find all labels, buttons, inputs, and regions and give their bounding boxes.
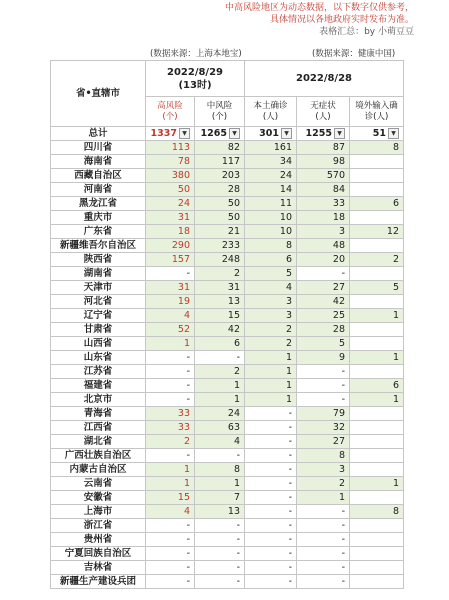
cell-mid: 28 bbox=[195, 183, 245, 197]
col-header-high-risk bbox=[146, 97, 195, 127]
cell-high: 50 bbox=[146, 183, 195, 197]
cell-asym: - bbox=[297, 505, 350, 519]
cell-high: - bbox=[146, 561, 195, 575]
cell-import: 1 bbox=[350, 393, 404, 407]
province-name: 重庆市 bbox=[51, 211, 146, 225]
cell-mid: 203 bbox=[195, 169, 245, 183]
cell-asym: 42 bbox=[297, 295, 350, 309]
cell-local: - bbox=[245, 477, 297, 491]
cell-high: 19 bbox=[146, 295, 195, 309]
province-name: 浙江省 bbox=[51, 519, 146, 533]
cell-mid: 2 bbox=[195, 365, 245, 379]
cell-mid: 13 bbox=[195, 505, 245, 519]
total-mid: 1265 bbox=[200, 128, 227, 139]
totals-row bbox=[51, 127, 404, 141]
cell-high: 4 bbox=[146, 505, 195, 519]
cell-local: 3 bbox=[245, 295, 297, 309]
cell-mid: - bbox=[195, 351, 245, 365]
source-left: (数据来源：上海本地宝) bbox=[150, 49, 242, 59]
cell-local: - bbox=[245, 435, 297, 449]
cell-local: - bbox=[245, 463, 297, 477]
table-row bbox=[51, 463, 404, 477]
cell-high: 380 bbox=[146, 169, 195, 183]
col-local-unit: (人) bbox=[262, 111, 279, 122]
province-name: 安徽省 bbox=[51, 491, 146, 505]
cell-high: 1 bbox=[146, 477, 195, 491]
cell-high: 33 bbox=[146, 421, 195, 435]
cell-high: 113 bbox=[146, 141, 195, 155]
cell-local: 3 bbox=[245, 309, 297, 323]
cell-asym: 8 bbox=[297, 449, 350, 463]
table-row bbox=[51, 169, 404, 183]
cell-import bbox=[350, 295, 404, 309]
cell-asym: 84 bbox=[297, 183, 350, 197]
table-row bbox=[51, 477, 404, 491]
cell-high: 24 bbox=[146, 197, 195, 211]
province-name: 新疆生产建设兵团 bbox=[51, 575, 146, 589]
cell-high: - bbox=[146, 379, 195, 393]
cell-import bbox=[350, 155, 404, 169]
disclaimer-line-1: 中高风险地区为动态数据，以下数字仅供参考， bbox=[224, 3, 414, 13]
province-name: 福建省 bbox=[51, 379, 146, 393]
total-asym: 1255 bbox=[305, 128, 332, 139]
table-row bbox=[51, 239, 404, 253]
cell-asym: 18 bbox=[297, 211, 350, 225]
author-credit: 表格汇总：by 小萌豆豆 bbox=[319, 27, 414, 37]
cell-local: 4 bbox=[245, 281, 297, 295]
cell-mid: 2 bbox=[195, 267, 245, 281]
col-header-asymptomatic bbox=[297, 97, 350, 127]
cell-high: 18 bbox=[146, 225, 195, 239]
province-name: 广东省 bbox=[51, 225, 146, 239]
date-header-left bbox=[146, 61, 245, 97]
disclaimer-line-2: 具体情况以各地政府实时发布为准。 bbox=[269, 15, 414, 25]
col-asym-unit: (人) bbox=[315, 111, 331, 122]
filter-dropdown-icon[interactable]: ▼ bbox=[388, 128, 399, 139]
cell-asym: - bbox=[297, 365, 350, 379]
cell-import bbox=[350, 211, 404, 225]
cell-import bbox=[350, 519, 404, 533]
table-row bbox=[51, 281, 404, 295]
cell-asym: - bbox=[297, 393, 350, 407]
cell-high: - bbox=[146, 365, 195, 379]
table-row bbox=[51, 295, 404, 309]
cell-local: 1 bbox=[245, 379, 297, 393]
table-row bbox=[51, 505, 404, 519]
cell-local: 2 bbox=[245, 323, 297, 337]
date-header-right bbox=[245, 61, 404, 97]
table-row bbox=[51, 547, 404, 561]
province-name: 河南省 bbox=[51, 183, 146, 197]
col-header-mid-risk bbox=[195, 97, 245, 127]
cell-local: 6 bbox=[245, 253, 297, 267]
cell-asym: - bbox=[297, 267, 350, 281]
cell-mid: 1 bbox=[195, 477, 245, 491]
table-row bbox=[51, 533, 404, 547]
cell-mid: 13 bbox=[195, 295, 245, 309]
cell-import: 6 bbox=[350, 197, 404, 211]
table-row bbox=[51, 365, 404, 379]
total-local-cell bbox=[245, 127, 297, 141]
cell-high: - bbox=[146, 393, 195, 407]
col-high-label: 高风险 bbox=[157, 100, 183, 111]
cell-high: 1 bbox=[146, 337, 195, 351]
province-name: 广西壮族自治区 bbox=[51, 449, 146, 463]
cell-local: 1 bbox=[245, 351, 297, 365]
table-row bbox=[51, 197, 404, 211]
province-name: 天津市 bbox=[51, 281, 146, 295]
cell-asym: 9 bbox=[297, 351, 350, 365]
cell-mid: 50 bbox=[195, 197, 245, 211]
cell-import: 6 bbox=[350, 379, 404, 393]
disclaimer-note bbox=[225, 2, 414, 38]
cell-import: 12 bbox=[350, 225, 404, 239]
province-name: 青海省 bbox=[51, 407, 146, 421]
cell-import bbox=[350, 239, 404, 253]
col-import-label: 境外输入确 bbox=[355, 100, 398, 111]
cell-import bbox=[350, 365, 404, 379]
cell-mid: 42 bbox=[195, 323, 245, 337]
province-name: 江西省 bbox=[51, 421, 146, 435]
cell-import: 5 bbox=[350, 281, 404, 295]
table-row bbox=[51, 183, 404, 197]
cell-high: 1 bbox=[146, 463, 195, 477]
cell-asym: 79 bbox=[297, 407, 350, 421]
cell-mid: 15 bbox=[195, 309, 245, 323]
province-name: 新疆维吾尔自治区 bbox=[51, 239, 146, 253]
total-mid-cell bbox=[195, 127, 245, 141]
province-name: 甘肃省 bbox=[51, 323, 146, 337]
total-high-cell bbox=[146, 127, 195, 141]
cell-import bbox=[350, 323, 404, 337]
table-row bbox=[51, 421, 404, 435]
cell-high: - bbox=[146, 533, 195, 547]
cell-mid: - bbox=[195, 533, 245, 547]
cell-mid: 50 bbox=[195, 211, 245, 225]
cell-import bbox=[350, 561, 404, 575]
cell-import: 1 bbox=[350, 309, 404, 323]
filter-dropdown-icon[interactable]: ▼ bbox=[229, 128, 240, 139]
total-high: 1337 bbox=[150, 128, 177, 139]
cell-mid: - bbox=[195, 519, 245, 533]
table-row bbox=[51, 519, 404, 533]
cell-import: 2 bbox=[350, 253, 404, 267]
col-high-unit: (个) bbox=[162, 111, 178, 122]
province-name: 江苏省 bbox=[51, 365, 146, 379]
table-row bbox=[51, 225, 404, 239]
cell-asym: 27 bbox=[297, 281, 350, 295]
cell-mid: 63 bbox=[195, 421, 245, 435]
cell-import bbox=[350, 337, 404, 351]
cell-asym: 5 bbox=[297, 337, 350, 351]
total-local: 301 bbox=[259, 128, 279, 139]
cell-import bbox=[350, 575, 404, 589]
cell-asym: 20 bbox=[297, 253, 350, 267]
table-row bbox=[51, 575, 404, 589]
cell-mid: - bbox=[195, 547, 245, 561]
province-name: 河北省 bbox=[51, 295, 146, 309]
cell-asym: 28 bbox=[297, 323, 350, 337]
cell-local: - bbox=[245, 575, 297, 589]
cell-import: 1 bbox=[350, 477, 404, 491]
cell-asym: 48 bbox=[297, 239, 350, 253]
cell-import bbox=[350, 169, 404, 183]
cell-local: 161 bbox=[245, 141, 297, 155]
cell-asym: 33 bbox=[297, 197, 350, 211]
table-row bbox=[51, 337, 404, 351]
cell-import bbox=[350, 267, 404, 281]
cell-asym: - bbox=[297, 561, 350, 575]
table-row bbox=[51, 155, 404, 169]
total-label: 总计 bbox=[51, 127, 146, 141]
province-name: 湖南省 bbox=[51, 267, 146, 281]
cell-local: 8 bbox=[245, 239, 297, 253]
table-row bbox=[51, 323, 404, 337]
cell-high: 52 bbox=[146, 323, 195, 337]
cell-mid: 82 bbox=[195, 141, 245, 155]
cell-high: 290 bbox=[146, 239, 195, 253]
cell-mid: 4 bbox=[195, 435, 245, 449]
province-rows bbox=[51, 141, 404, 589]
cell-mid: 6 bbox=[195, 337, 245, 351]
province-name: 四川省 bbox=[51, 141, 146, 155]
risk-data-table bbox=[50, 60, 404, 589]
cell-high: - bbox=[146, 547, 195, 561]
cell-asym: 87 bbox=[297, 141, 350, 155]
col-import-unit: 诊(人) bbox=[364, 111, 389, 122]
cell-mid: 1 bbox=[195, 379, 245, 393]
cell-mid: 248 bbox=[195, 253, 245, 267]
province-name: 吉林省 bbox=[51, 561, 146, 575]
cell-mid: 24 bbox=[195, 407, 245, 421]
cell-import: 8 bbox=[350, 505, 404, 519]
cell-local: - bbox=[245, 449, 297, 463]
cell-high: 31 bbox=[146, 281, 195, 295]
table-row bbox=[51, 407, 404, 421]
total-import-cell bbox=[350, 127, 404, 141]
province-name: 西藏自治区 bbox=[51, 169, 146, 183]
cell-high: 157 bbox=[146, 253, 195, 267]
table-row bbox=[51, 393, 404, 407]
cell-asym: 3 bbox=[297, 463, 350, 477]
cell-import bbox=[350, 183, 404, 197]
province-name: 山东省 bbox=[51, 351, 146, 365]
cell-asym: - bbox=[297, 575, 350, 589]
col-mid-unit: (个) bbox=[211, 111, 228, 122]
cell-asym: 2 bbox=[297, 477, 350, 491]
cell-local: - bbox=[245, 547, 297, 561]
cell-local: - bbox=[245, 505, 297, 519]
cell-asym: 98 bbox=[297, 155, 350, 169]
cell-asym: - bbox=[297, 547, 350, 561]
col-header-local-confirmed bbox=[245, 97, 297, 127]
cell-import bbox=[350, 533, 404, 547]
cell-asym: 3 bbox=[297, 225, 350, 239]
cell-asym: 27 bbox=[297, 435, 350, 449]
cell-high: 33 bbox=[146, 407, 195, 421]
cell-import bbox=[350, 421, 404, 435]
province-name: 贵州省 bbox=[51, 533, 146, 547]
table-row bbox=[51, 141, 404, 155]
province-name: 山西省 bbox=[51, 337, 146, 351]
filter-dropdown-icon[interactable]: ▼ bbox=[281, 128, 292, 139]
province-column-header: 省•直辖市 bbox=[51, 61, 146, 127]
cell-import bbox=[350, 449, 404, 463]
cell-import: 1 bbox=[350, 351, 404, 365]
cell-local: - bbox=[245, 407, 297, 421]
province-name: 宁夏回族自治区 bbox=[51, 547, 146, 561]
province-name: 陕西省 bbox=[51, 253, 146, 267]
cell-mid: 1 bbox=[195, 393, 245, 407]
cell-mid: 8 bbox=[195, 463, 245, 477]
table-row bbox=[51, 561, 404, 575]
cell-high: 78 bbox=[146, 155, 195, 169]
date-right: 2022/8/28 bbox=[295, 73, 352, 84]
cell-asym: - bbox=[297, 519, 350, 533]
table-row bbox=[51, 351, 404, 365]
cell-local: - bbox=[245, 421, 297, 435]
province-name: 北京市 bbox=[51, 393, 146, 407]
cell-high: - bbox=[146, 267, 195, 281]
cell-local: - bbox=[245, 519, 297, 533]
province-name: 海南省 bbox=[51, 155, 146, 169]
cell-asym: 32 bbox=[297, 421, 350, 435]
province-name: 辽宁省 bbox=[51, 309, 146, 323]
cell-local: 2 bbox=[245, 337, 297, 351]
cell-import bbox=[350, 407, 404, 421]
col-header-imported bbox=[350, 97, 404, 127]
cell-asym: 25 bbox=[297, 309, 350, 323]
cell-import bbox=[350, 463, 404, 477]
cell-asym: 570 bbox=[297, 169, 350, 183]
cell-high: - bbox=[146, 575, 195, 589]
cell-high: - bbox=[146, 351, 195, 365]
cell-import bbox=[350, 547, 404, 561]
date-left-sub: (13时) bbox=[178, 79, 212, 91]
cell-local: 10 bbox=[245, 211, 297, 225]
cell-mid: 21 bbox=[195, 225, 245, 239]
cell-mid: 233 bbox=[195, 239, 245, 253]
total-import: 51 bbox=[372, 128, 386, 139]
cell-local: 34 bbox=[245, 155, 297, 169]
filter-dropdown-icon[interactable]: ▼ bbox=[179, 128, 190, 139]
cell-local: 14 bbox=[245, 183, 297, 197]
cell-import: 8 bbox=[350, 141, 404, 155]
cell-local: - bbox=[245, 561, 297, 575]
table-row bbox=[51, 449, 404, 463]
table-row bbox=[51, 211, 404, 225]
cell-local: - bbox=[245, 491, 297, 505]
filter-dropdown-icon[interactable]: ▼ bbox=[334, 128, 345, 139]
cell-import bbox=[350, 435, 404, 449]
cell-asym: 1 bbox=[297, 491, 350, 505]
cell-local: 11 bbox=[245, 197, 297, 211]
col-asym-label: 无症状 bbox=[310, 100, 336, 111]
table-row bbox=[51, 267, 404, 281]
cell-mid: - bbox=[195, 575, 245, 589]
date-left: 2022/8/29 bbox=[166, 66, 223, 78]
source-right: (数据来源：健康中国) bbox=[312, 49, 396, 59]
cell-mid: 117 bbox=[195, 155, 245, 169]
total-asym-cell bbox=[297, 127, 350, 141]
cell-local: 1 bbox=[245, 365, 297, 379]
cell-asym: - bbox=[297, 379, 350, 393]
col-mid-label: 中风险 bbox=[206, 100, 233, 111]
cell-high: 15 bbox=[146, 491, 195, 505]
cell-high: - bbox=[146, 519, 195, 533]
cell-local: - bbox=[245, 533, 297, 547]
province-name: 湖北省 bbox=[51, 435, 146, 449]
table-row bbox=[51, 491, 404, 505]
cell-asym: - bbox=[297, 533, 350, 547]
table-row bbox=[51, 309, 404, 323]
cell-local: 5 bbox=[245, 267, 297, 281]
cell-mid: - bbox=[195, 561, 245, 575]
province-name: 黑龙江省 bbox=[51, 197, 146, 211]
cell-high: 31 bbox=[146, 211, 195, 225]
cell-high: 4 bbox=[146, 309, 195, 323]
cell-local: 1 bbox=[245, 393, 297, 407]
province-name: 云南省 bbox=[51, 477, 146, 491]
province-name: 上海市 bbox=[51, 505, 146, 519]
cell-import bbox=[350, 491, 404, 505]
cell-mid: 7 bbox=[195, 491, 245, 505]
cell-high: 2 bbox=[146, 435, 195, 449]
cell-mid: 31 bbox=[195, 281, 245, 295]
cell-local: 24 bbox=[245, 169, 297, 183]
table-row bbox=[51, 379, 404, 393]
cell-high: - bbox=[146, 449, 195, 463]
cell-mid: - bbox=[195, 449, 245, 463]
cell-local: 10 bbox=[245, 225, 297, 239]
table-row bbox=[51, 253, 404, 267]
col-local-label: 本土确诊 bbox=[253, 100, 288, 111]
province-name: 内蒙古自治区 bbox=[51, 463, 146, 477]
table-row bbox=[51, 435, 404, 449]
